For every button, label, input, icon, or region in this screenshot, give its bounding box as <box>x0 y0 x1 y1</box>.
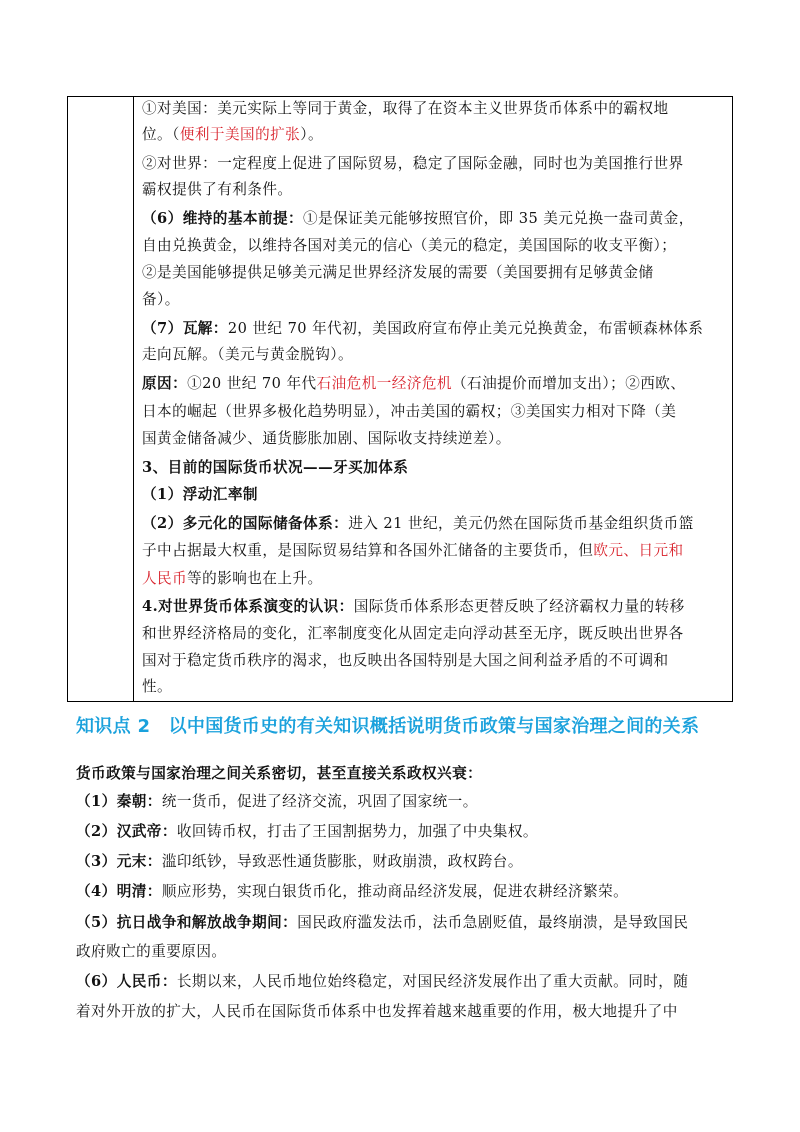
text: 性。 <box>142 678 173 695</box>
text: ①是保证美元能够按照官价，即 35 美元兑换一盎司黄金， <box>303 210 694 227</box>
text-line <box>142 99 669 119</box>
list-item <box>76 852 523 872</box>
text-line <box>142 677 172 697</box>
text-line <box>142 290 180 310</box>
bold-label: （3）元末： <box>76 853 162 870</box>
table-content-cell <box>134 97 732 701</box>
text: ②是美国能够提供足够美元满足世界经济发展的需要（美国要拥有足够黄金储 <box>142 264 654 281</box>
text: 收回铸币权，打击了王国割据势力，加强了中央集权。 <box>176 823 538 840</box>
text: （石油提价而增加支出）；②西欧、 <box>451 375 686 392</box>
text: 国对于稳定货币秩序的渴求，也反映出各国特别是大国之间利益矛盾的不可调和 <box>142 652 669 669</box>
text-line <box>142 569 323 589</box>
red-highlight: 便利于美国的扩张 <box>179 126 301 143</box>
text: ①对美国：美元实际上等同于黄金，取得了在资本主义世界货币体系中的霸权地 <box>142 100 669 117</box>
text: 自由兑换黄金，以维持各国对美元的信心（美元的稳定，美国国际的收支平衡）； <box>142 237 677 254</box>
text: 备）。 <box>142 291 180 308</box>
list-item <box>76 882 628 902</box>
text: 20 世纪 70 年代初，美国政府宣布停止美元兑换黄金，布雷顿森林体系 <box>227 320 704 337</box>
text: ）。 <box>300 126 323 143</box>
bold-label: 4.对世界货币体系演变的认识： <box>142 598 354 615</box>
list-item-continued <box>76 1002 678 1022</box>
text-line <box>142 624 684 644</box>
text: 着对外开放的扩大，人民币在国际货币体系中也发挥着越来越重要的作用，极大地提升了中 <box>76 1003 678 1020</box>
text-line <box>142 319 703 339</box>
text-line <box>142 485 258 505</box>
text-line <box>142 514 694 534</box>
text-line <box>142 209 694 229</box>
red-highlight: 欧元、日元和 <box>593 542 684 559</box>
bold-label: （1）秦朝： <box>76 793 162 810</box>
red-highlight: 人民币 <box>142 570 188 587</box>
list-item <box>76 822 538 842</box>
text-line <box>142 541 684 561</box>
text: 日本的崛起（世界多极化趋势明显），冲击美国的霸权；③美国实力相对下降（美 <box>142 403 677 420</box>
text-line <box>142 236 676 256</box>
content-table <box>67 96 733 702</box>
list-item <box>76 792 478 812</box>
text: 国际货币体系形态更替反映了经济霸权力量的转移 <box>353 598 685 615</box>
text: 顺应形势，实现白银货币化，推动商品经济发展，促进农耕经济繁荣。 <box>161 883 629 900</box>
red-highlight: 石油危机一经济危机 <box>316 375 452 392</box>
bold-label: （6）人民币： <box>76 973 177 990</box>
bold-label: （1）浮动汇率制 <box>142 486 258 503</box>
text: 子中占据最大权重，是国际贸易结算和各国外汇储备的主要货币，但 <box>142 542 594 559</box>
section-title: 3、目前的国际货币状况——牙买加体系 <box>142 459 409 476</box>
text: 政府败亡的重要原因。 <box>76 943 227 960</box>
text: 国黄金储备减少、通货膨胀加剧、国际收支持续逆差）。 <box>142 430 511 447</box>
list-item <box>76 913 688 933</box>
text-line <box>142 263 654 283</box>
text: ①20 世纪 70 年代 <box>187 375 317 392</box>
list-item-continued <box>76 942 226 962</box>
text: 进入 21 世纪，美元仍然在国际货币基金组织货币篮 <box>348 515 694 532</box>
list-item <box>76 972 688 992</box>
text: 位。（ <box>142 126 180 143</box>
bold-label: （2）多元化的国际储备体系： <box>142 515 349 532</box>
bold-intro: 货币政策与国家治理之间关系密切，甚至直接关系政权兴衰： <box>76 765 483 782</box>
text-line <box>142 154 684 174</box>
text-line <box>142 597 685 617</box>
bold-label: （6）维持的基本前提： <box>142 210 304 227</box>
section-heading: 知识点 2 以中国货币史的有关知识概括说明货币政策与国家治理之间的关系 <box>76 716 700 737</box>
text: 长期以来，人民币地位始终稳定，对国民经济发展作出了重大贡献。同时，随 <box>176 973 689 990</box>
bold-label: （2）汉武帝： <box>76 823 177 840</box>
text: 国民政府滥发法币，法币急剧贬值，最终崩溃，是导致国民 <box>297 914 689 931</box>
text-line <box>142 180 292 200</box>
text: 统一货币，促进了经济交流，巩固了国家统一。 <box>161 793 478 810</box>
text-line <box>142 374 685 394</box>
text-line <box>142 125 323 145</box>
text: 等的影响也在上升。 <box>187 570 323 587</box>
text-line <box>142 651 669 671</box>
text-line <box>142 458 408 478</box>
intro-line <box>76 764 482 784</box>
bold-label: （5）抗日战争和解放战争期间： <box>76 914 298 931</box>
text: ②对世界：一定程度上促进了国际贸易，稳定了国际金融，同时也为美国推行世界 <box>142 155 684 172</box>
text: 霸权提供了有利条件。 <box>142 181 293 198</box>
text-line <box>142 345 353 365</box>
text-line <box>142 429 511 449</box>
text: 和世界经济格局的变化，汇率制度变化从固定走向浮动甚至无序，既反映出世界各 <box>142 625 684 642</box>
text: 滥印纸钞，导致恶性通货膨胀，财政崩溃，政权跨台。 <box>161 853 523 870</box>
text: 走向瓦解。（美元与黄金脱钩）。 <box>142 346 354 363</box>
text-line <box>142 402 676 422</box>
bold-label: （4）明清： <box>76 883 162 900</box>
bold-label: （7）瓦解： <box>142 320 228 337</box>
bold-label: 原因： <box>142 375 188 392</box>
